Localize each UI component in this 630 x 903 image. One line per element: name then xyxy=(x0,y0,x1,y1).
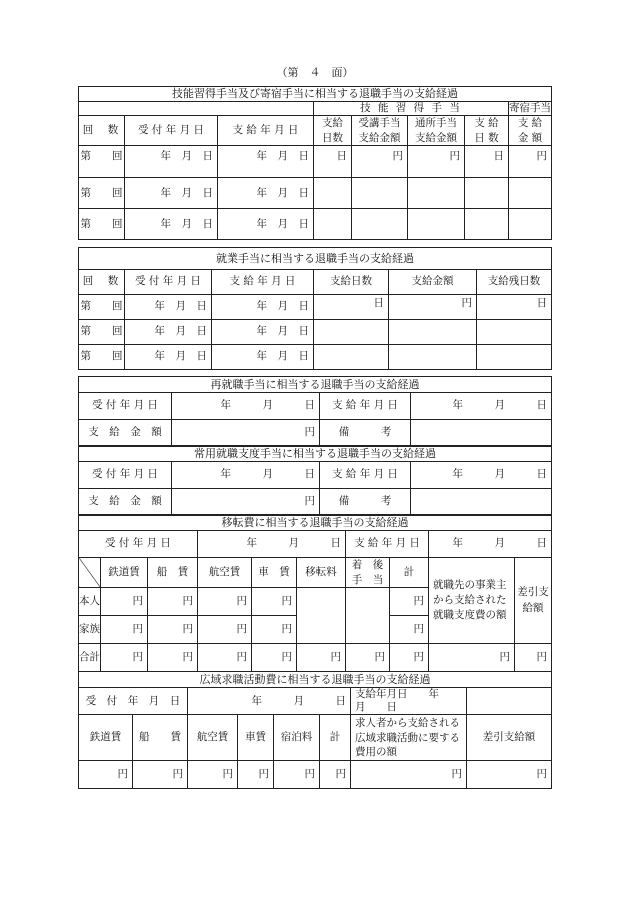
section-title: 移転費に相当する退職手当の支給経過 xyxy=(79,515,552,531)
received-date-label: 受 付 年 月 日 xyxy=(79,462,172,489)
table-row: 第 回 年 月 日 年 月 日 xyxy=(79,209,552,240)
table-row: 合計 円 円 円 円 円 円 円 円 円 xyxy=(79,644,552,672)
lodging-fee-header: 宿泊料 xyxy=(274,715,320,761)
payment-date-label: 支 給 年 月 日 xyxy=(320,462,411,489)
remaining-days-header: 支給残日数 xyxy=(477,270,552,295)
net-payment-header: 差引支給額 xyxy=(467,715,552,761)
section-title: 技能習得手当及び寄宿手当に相当する退職手当の支給経過 xyxy=(79,87,552,102)
payment-days-header: 支給日数 xyxy=(314,270,389,295)
table-row: 家族 円 円 円 円 円 xyxy=(79,616,552,644)
employer-preparation-cost-header: 就職先の事業主から支給された就職支度費の額 xyxy=(429,558,515,644)
section-reemployment-allowance: 再就職手当に相当する退職手当の支給経過 受 付 年 月 日 年 月 日 支 給 年 月 日 年 月 日 支 給 金 額 円 備 考 xyxy=(78,376,552,447)
payment-date-cell: 支給年月日 年 月 日 xyxy=(351,688,467,715)
payment-date-header: 支 給 年 月 日 xyxy=(218,116,314,146)
boarding-days-header: 支 給 日 数 xyxy=(465,116,509,146)
page-number: （第 ４ 面） xyxy=(276,66,354,79)
payment-date-label: 支 給 年 月 日 xyxy=(346,531,429,558)
payment-amount-label: 支 給 金 額 xyxy=(79,489,172,516)
section-employment-allowance xyxy=(78,247,552,370)
boarding-amount-header: 支 給 金 額 xyxy=(509,116,552,146)
car-fare-header: 車賃 xyxy=(238,715,274,761)
table-row: 第 回 年 月 日 年 月 日 xyxy=(79,320,552,345)
post-arrival-allowance-header: 着 後 手 当 xyxy=(346,558,390,588)
commute-allowance-header: 通所手当 支給金額 xyxy=(408,116,465,146)
section-skill-acquisition-allowance xyxy=(78,86,552,240)
ship-fare-header: 船 賃 xyxy=(133,715,188,761)
skill-acquisition-header: 技 能 習 得 手 当 xyxy=(314,102,509,116)
total-label: 合計 xyxy=(79,644,101,672)
section-regular-employment-allowance: 常用就職支度手当に相当する退職手当の支給経過 受 付 年 月 日 年 月 日 支 給 年 月 日 年 月 日 支 給 金 額 円 備 考 xyxy=(78,445,552,516)
section-title: 再就職手当に相当する退職手当の支給経過 xyxy=(79,377,552,393)
car-fare-header: 車 賃 xyxy=(252,558,297,588)
received-date-label: 受 付 年 月 日 xyxy=(79,393,172,420)
remarks-label: 備 考 xyxy=(320,489,411,516)
received-date-header: 受 付 年 月 日 xyxy=(125,270,212,295)
self-label: 本人 xyxy=(79,588,101,616)
table-row: 円 円 円 円 円 円 円 円 xyxy=(79,761,552,789)
payment-date-header: 支 給 年 月 日 xyxy=(212,270,314,295)
count-header: 回 数 xyxy=(79,116,125,146)
received-date-label: 受 付 年 月 日 xyxy=(79,531,198,558)
railway-fare-header: 鉄道賃 xyxy=(79,715,133,761)
moving-fee-header: 移転料 xyxy=(297,558,346,588)
table-row: 本人 円 円 円 円 円 xyxy=(79,588,552,616)
air-fare-header: 航空賃 xyxy=(188,715,238,761)
table-row: 第 回 年 月 日 年 月 日 xyxy=(79,178,552,209)
employer-job-search-cost-header: 求人者から支給される広域求職活動に要する費用の額 xyxy=(351,715,467,761)
payment-days-header: 支給 日数 xyxy=(314,116,352,146)
ship-fare-header: 船 賃 xyxy=(148,558,198,588)
table-row: 第 回 年 月 日 年 月 日 日 円 円 日 円 xyxy=(79,146,552,178)
count-header: 回 数 xyxy=(79,270,125,295)
remarks-label: 備 考 xyxy=(320,420,411,447)
family-label: 家族 xyxy=(79,616,101,644)
section-title: 就業手当に相当する退職手当の支給経過 xyxy=(79,248,552,270)
boarding-allowance-header: 寄宿手当 xyxy=(509,102,551,114)
total-header: 計 xyxy=(390,558,429,588)
table-row: 第 回 年 月 日 年 月 日 日 円 日 xyxy=(79,295,552,320)
lecture-allowance-header: 受講手当 支給金額 xyxy=(352,116,408,146)
payment-amount-header: 支給金額 xyxy=(389,270,477,295)
air-fare-header: 航空賃 xyxy=(198,558,252,588)
total-header: 計 xyxy=(320,715,351,761)
received-date-header: 受 付 年 月 日 xyxy=(125,116,218,146)
net-payment-header: 差引支給額 xyxy=(515,558,552,644)
section-title: 常用就職支度手当に相当する退職手当の支給経過 xyxy=(79,446,552,462)
section-title: 広域求職活動費に相当する退職手当の支給経過 xyxy=(79,672,552,688)
table-row: 第 回 年 月 日 年 月 日 xyxy=(79,345,552,370)
received-date-label: 受 付 年 月 日 xyxy=(79,688,188,715)
railway-fare-header: 鉄道賃 xyxy=(101,558,148,588)
payment-amount-label: 支 給 金 額 xyxy=(79,420,172,447)
payment-date-label: 支 給 年 月 日 xyxy=(320,393,411,420)
section-relocation-expenses: 移転費に相当する退職手当の支給経過 受 付 年 月 日 年 月 日 支 給 年 月 日 年 月 日 鉄道賃 船 賃 航空賃 車 賃 移転料 着 後 手 当 計 就職先の事業主から支給された就職支度費の額 差引支給額 本人 円 円 円 円 円 家族 円 円 円 円 円 合計 円 円 円 円 円 円 円 円 円 xyxy=(78,514,552,672)
section-wide-area-job-search-expenses: 広域求職活動費に相当する退職手当の支給経過 受 付 年 月 日 年 月 日 支給年月日 年 月 日 鉄道賃 船 賃 航空賃 車賃 宿泊料 計 求人者から支給される広域求職活動に要する費用の額 差引支給額 円 円 円 円 円 円 円 円 xyxy=(78,671,552,789)
